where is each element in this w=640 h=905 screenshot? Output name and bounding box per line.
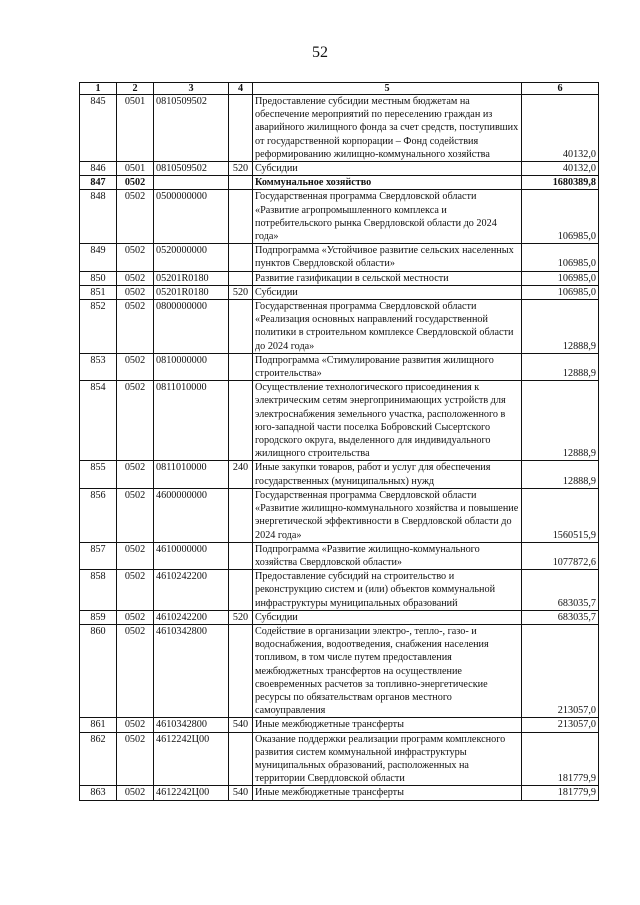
item-name: Иные закупки товаров, работ и услуг для обеспечения государственных (муниципальных) нужд bbox=[253, 461, 522, 488]
table-row bbox=[80, 162, 599, 176]
expense-type-code bbox=[229, 542, 253, 569]
expense-type-code: 520 bbox=[229, 162, 253, 176]
item-name: Предоставление субсидий на строительство и реконструкцию систем и (или) объектов коммунальной инфраструктуры муниципальных образований bbox=[253, 570, 522, 611]
section-code: 0502 bbox=[117, 176, 154, 190]
amount: 181779,9 bbox=[522, 732, 599, 786]
item-name: Государственная программа Свердловской области «Развитие агропромышленного комплекса и потребительского рынка Свердловской области до 2024 года» bbox=[253, 190, 522, 244]
row-number: 849 bbox=[80, 244, 117, 271]
table-row bbox=[80, 718, 599, 732]
amount: 106985,0 bbox=[522, 285, 599, 299]
header-col-4: 4 bbox=[229, 83, 253, 95]
target-code: 0520000000 bbox=[154, 244, 229, 271]
expense-type-code bbox=[229, 300, 253, 354]
amount: 1077872,6 bbox=[522, 542, 599, 569]
item-name: Подпрограмма «Устойчивое развитие сельских населенных пунктов Свердловской области» bbox=[253, 244, 522, 271]
expense-type-code bbox=[229, 353, 253, 380]
header-col-1: 1 bbox=[80, 83, 117, 95]
target-code: 4610000000 bbox=[154, 542, 229, 569]
expense-type-code: 540 bbox=[229, 718, 253, 732]
amount: 12888,9 bbox=[522, 353, 599, 380]
section-code: 0502 bbox=[117, 624, 154, 717]
row-number: 860 bbox=[80, 624, 117, 717]
table-row bbox=[80, 461, 599, 488]
header-col-3: 3 bbox=[154, 83, 229, 95]
item-name: Субсидии bbox=[253, 162, 522, 176]
expense-type-code: 520 bbox=[229, 610, 253, 624]
item-name: Содействие в организации электро-, тепло-, газо- и водоснабжения, водоотведения, снабжения населения топливом, в том числе путем предоставления межбюджетных трансфертов на осуществление своевременных расчетов за топливно-энергетические ресурсы по обязательствам органов местного самоуправления bbox=[253, 624, 522, 717]
section-code: 0502 bbox=[117, 353, 154, 380]
expense-type-code bbox=[229, 95, 253, 162]
item-name: Иные межбюджетные трансферты bbox=[253, 786, 522, 800]
table-row bbox=[80, 732, 599, 786]
target-code: 0811010000 bbox=[154, 381, 229, 461]
row-number: 862 bbox=[80, 732, 117, 786]
target-code: 05201R0180 bbox=[154, 285, 229, 299]
row-number: 861 bbox=[80, 718, 117, 732]
item-name: Коммунальное хозяйство bbox=[253, 176, 522, 190]
row-number: 848 bbox=[80, 190, 117, 244]
target-code: 05201R0180 bbox=[154, 271, 229, 285]
section-code: 0502 bbox=[117, 300, 154, 354]
section-code: 0502 bbox=[117, 285, 154, 299]
row-number: 847 bbox=[80, 176, 117, 190]
amount: 1560515,9 bbox=[522, 488, 599, 542]
expense-type-code: 240 bbox=[229, 461, 253, 488]
expense-type-code bbox=[229, 732, 253, 786]
table-row bbox=[80, 176, 599, 190]
section-code: 0502 bbox=[117, 610, 154, 624]
expense-type-code bbox=[229, 190, 253, 244]
expense-type-code bbox=[229, 488, 253, 542]
target-code: 4610342800 bbox=[154, 624, 229, 717]
item-name: Оказание поддержки реализации программ комплексного развития систем коммунальной инфраструктуры муниципальных образований, расположенных на территории Свердловской области bbox=[253, 732, 522, 786]
amount: 106985,0 bbox=[522, 190, 599, 244]
row-number: 858 bbox=[80, 570, 117, 611]
expense-type-code bbox=[229, 271, 253, 285]
target-code: 4610242200 bbox=[154, 570, 229, 611]
section-code: 0502 bbox=[117, 718, 154, 732]
section-code: 0502 bbox=[117, 190, 154, 244]
target-code: 0810509502 bbox=[154, 162, 229, 176]
row-number: 859 bbox=[80, 610, 117, 624]
section-code: 0502 bbox=[117, 271, 154, 285]
header-col-5: 5 bbox=[253, 83, 522, 95]
item-name: Подпрограмма «Стимулирование развития жилищного строительства» bbox=[253, 353, 522, 380]
target-code: 4612242Ц00 bbox=[154, 786, 229, 800]
expense-type-code: 540 bbox=[229, 786, 253, 800]
amount: 683035,7 bbox=[522, 570, 599, 611]
amount: 12888,9 bbox=[522, 381, 599, 461]
amount: 40132,0 bbox=[522, 162, 599, 176]
target-code: 0500000000 bbox=[154, 190, 229, 244]
table-row bbox=[80, 271, 599, 285]
budget-table bbox=[79, 82, 599, 801]
target-code: 0810509502 bbox=[154, 95, 229, 162]
expense-type-code: 520 bbox=[229, 285, 253, 299]
item-name: Осуществление технологического присоединения к электрическим сетям энергопринимающих устройств для электроснабжения земельного участка, расположенного в юго-западной части поселка Бобровский Сысертского городского округа, выделенного для индивидуального жилищного строительства bbox=[253, 381, 522, 461]
target-code: 0811010000 bbox=[154, 461, 229, 488]
page-number: 52 bbox=[312, 44, 328, 61]
row-number: 854 bbox=[80, 381, 117, 461]
row-number: 855 bbox=[80, 461, 117, 488]
section-code: 0502 bbox=[117, 786, 154, 800]
target-code: 4610242200 bbox=[154, 610, 229, 624]
section-code: 0501 bbox=[117, 95, 154, 162]
section-code: 0502 bbox=[117, 488, 154, 542]
row-number: 856 bbox=[80, 488, 117, 542]
amount: 181779,9 bbox=[522, 786, 599, 800]
row-number: 846 bbox=[80, 162, 117, 176]
amount: 213057,0 bbox=[522, 718, 599, 732]
item-name: Подпрограмма «Развитие жилищно-коммунального хозяйства Свердловской области» bbox=[253, 542, 522, 569]
table-row bbox=[80, 381, 599, 461]
item-name: Государственная программа Свердловской области «Развитие жилищно-коммунального хозяйства и повышение энергетической эффективности в Свердловской области до 2024 года» bbox=[253, 488, 522, 542]
section-code: 0501 bbox=[117, 162, 154, 176]
item-name: Субсидии bbox=[253, 285, 522, 299]
section-code: 0502 bbox=[117, 461, 154, 488]
section-code: 0502 bbox=[117, 381, 154, 461]
expense-type-code bbox=[229, 244, 253, 271]
section-code: 0502 bbox=[117, 732, 154, 786]
table-row bbox=[80, 624, 599, 717]
expense-type-code bbox=[229, 570, 253, 611]
amount: 683035,7 bbox=[522, 610, 599, 624]
header-col-2: 2 bbox=[117, 83, 154, 95]
amount: 106985,0 bbox=[522, 244, 599, 271]
expense-type-code bbox=[229, 381, 253, 461]
table-row bbox=[80, 190, 599, 244]
item-name: Развитие газификации в сельской местности bbox=[253, 271, 522, 285]
table-header-row bbox=[80, 83, 599, 95]
target-code: 4610342800 bbox=[154, 718, 229, 732]
row-number: 850 bbox=[80, 271, 117, 285]
amount: 40132,0 bbox=[522, 95, 599, 162]
amount: 213057,0 bbox=[522, 624, 599, 717]
row-number: 852 bbox=[80, 300, 117, 354]
target-code: 0800000000 bbox=[154, 300, 229, 354]
item-name: Предоставление субсидии местным бюджетам на обеспечение мероприятий по переселению граждан из аварийного жилищного фонда за счет средств, поступивших от государственной корпорации – Фонд содействия реформированию жилищно-коммунального хозяйства bbox=[253, 95, 522, 162]
expense-type-code bbox=[229, 176, 253, 190]
table-row bbox=[80, 570, 599, 611]
item-name: Субсидии bbox=[253, 610, 522, 624]
target-code: 0810000000 bbox=[154, 353, 229, 380]
section-code: 0502 bbox=[117, 244, 154, 271]
amount: 12888,9 bbox=[522, 461, 599, 488]
table-row bbox=[80, 244, 599, 271]
table-row bbox=[80, 95, 599, 162]
amount: 12888,9 bbox=[522, 300, 599, 354]
table-row bbox=[80, 353, 599, 380]
item-name: Иные межбюджетные трансферты bbox=[253, 718, 522, 732]
header-col-6: 6 bbox=[522, 83, 599, 95]
amount: 1680389,8 bbox=[522, 176, 599, 190]
section-code: 0502 bbox=[117, 542, 154, 569]
item-name: Государственная программа Свердловской области «Реализация основных направлений государственной политики в строительном комплексе Свердловской области до 2024 года» bbox=[253, 300, 522, 354]
table-row bbox=[80, 542, 599, 569]
row-number: 851 bbox=[80, 285, 117, 299]
row-number: 857 bbox=[80, 542, 117, 569]
row-number: 845 bbox=[80, 95, 117, 162]
row-number: 853 bbox=[80, 353, 117, 380]
table-row bbox=[80, 786, 599, 800]
table-row bbox=[80, 285, 599, 299]
table-body bbox=[80, 95, 599, 801]
target-code: 4600000000 bbox=[154, 488, 229, 542]
amount: 106985,0 bbox=[522, 271, 599, 285]
table-row bbox=[80, 488, 599, 542]
table-row bbox=[80, 300, 599, 354]
target-code bbox=[154, 176, 229, 190]
section-code: 0502 bbox=[117, 570, 154, 611]
table-row bbox=[80, 610, 599, 624]
row-number: 863 bbox=[80, 786, 117, 800]
target-code: 4612242Ц00 bbox=[154, 732, 229, 786]
expense-type-code bbox=[229, 624, 253, 717]
